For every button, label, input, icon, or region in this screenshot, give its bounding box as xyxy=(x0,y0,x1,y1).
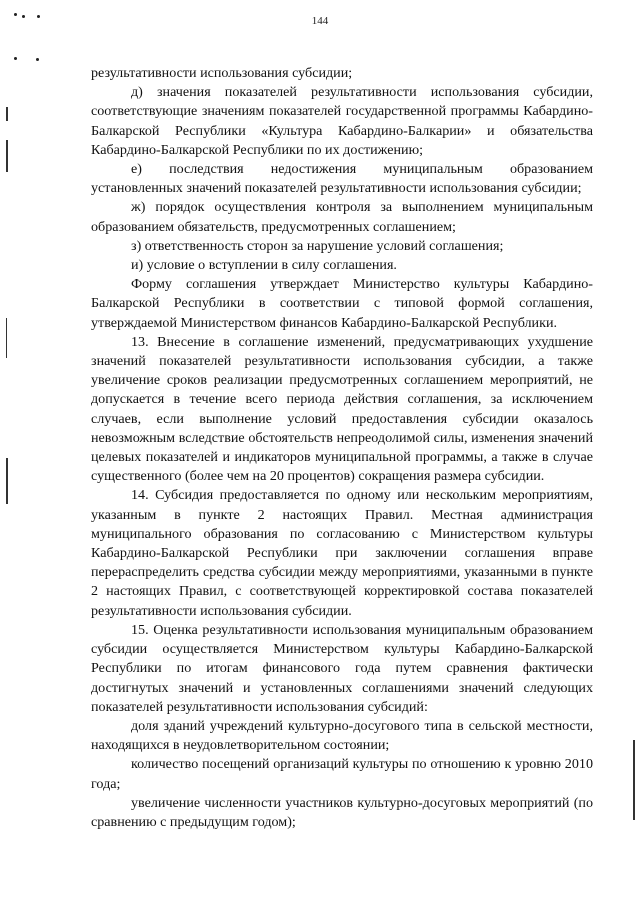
scan-margin-mark xyxy=(6,140,8,172)
paragraph: доля зданий учреждений культурно-досугового типа в сельской местности, находящихся в неудовлетворительном состоянии; xyxy=(91,717,593,754)
scan-margin-mark xyxy=(633,740,635,820)
page-number: 144 xyxy=(311,15,329,27)
scan-margin-mark xyxy=(6,458,8,504)
scan-margin-mark xyxy=(6,318,7,358)
document-body xyxy=(91,64,593,832)
paragraph: 15. Оценка результативности использования муниципальным образованием субсидии осуществляется Министерством культуры Кабардино-Балкарской Республики по итогам финансового года путем сравнения фактически достигнутых значений и установленных соглашениями значений следующих показателей результативности использования субсидий: xyxy=(91,621,593,715)
scan-speck xyxy=(36,58,39,61)
paragraph: и) условие о вступлении в силу соглашения. xyxy=(131,257,397,274)
paragraph: Форму соглашения утверждает Министерство культуры Кабардино-Балкарской Республики в соответствии с типовой формой соглашения, утверждаемой Министерством финансов Кабардино-Балкарской Республики. xyxy=(91,276,593,331)
paragraph: результативности использования субсидии; xyxy=(91,65,353,81)
scan-speck xyxy=(14,57,17,60)
paragraph: з) ответственность сторон за нарушение условий соглашения; xyxy=(131,237,504,254)
paragraph: д) значения показателей результативности использования субсидии, соответствующие значениям показателей государственной программы Кабардино-Балкарской Республики «Культура Кабардино-Балкарии» и обязательства Кабардино-Балкарской Республики по их достижению; xyxy=(91,84,593,158)
paragraph: е) последствия недостижения муниципальным образованием установленных значений показателей результативности использования субсидии; xyxy=(91,161,593,197)
paragraph: увеличение численности участников культурно-досуговых мероприятий (по сравнению с предыдущим годом); xyxy=(91,794,593,830)
scan-margin-mark xyxy=(6,107,8,121)
paragraph: 14. Субсидия предоставляется по одному или нескольким мероприятиям, указанным в пункте 2 настоящих Правил. Местная администрация муниципального образования по согласованию с Министерством культуры Кабардино-Балкарской Республики при заключении соглашения вправе перераспределить средства субсидии между мероприятиями, указанными в пункте 2 настоящих Правил, с соответствующей корректировкой состава показателей результативности использования субсидии. xyxy=(91,487,593,619)
paragraph: количество посещений организаций культуры по отношению к уровню 2010 года; xyxy=(91,756,593,792)
paragraph: ж) порядок осуществления контроля за выполнением муниципальным образованием обязательств, предусмотренных соглашением; xyxy=(91,199,593,235)
paragraph: 13. Внесение в соглашение изменений, предусматривающих ухудшение значений показателей результативности использования субсидии, а также увеличение сроков реализации предусмотренных соглашением мероприятий, не допускается в течение всего периода действия соглашения, за исключением случаев, если выполнение условий предоставления субсидии оказалось невозможным вследствие обстоятельств непреодолимой силы, изменения значений целевых показателей и индикаторов муниципальной программы, а также в случае существенного (более чем на 20 процентов) сокращения размера субсидии. xyxy=(91,333,593,485)
